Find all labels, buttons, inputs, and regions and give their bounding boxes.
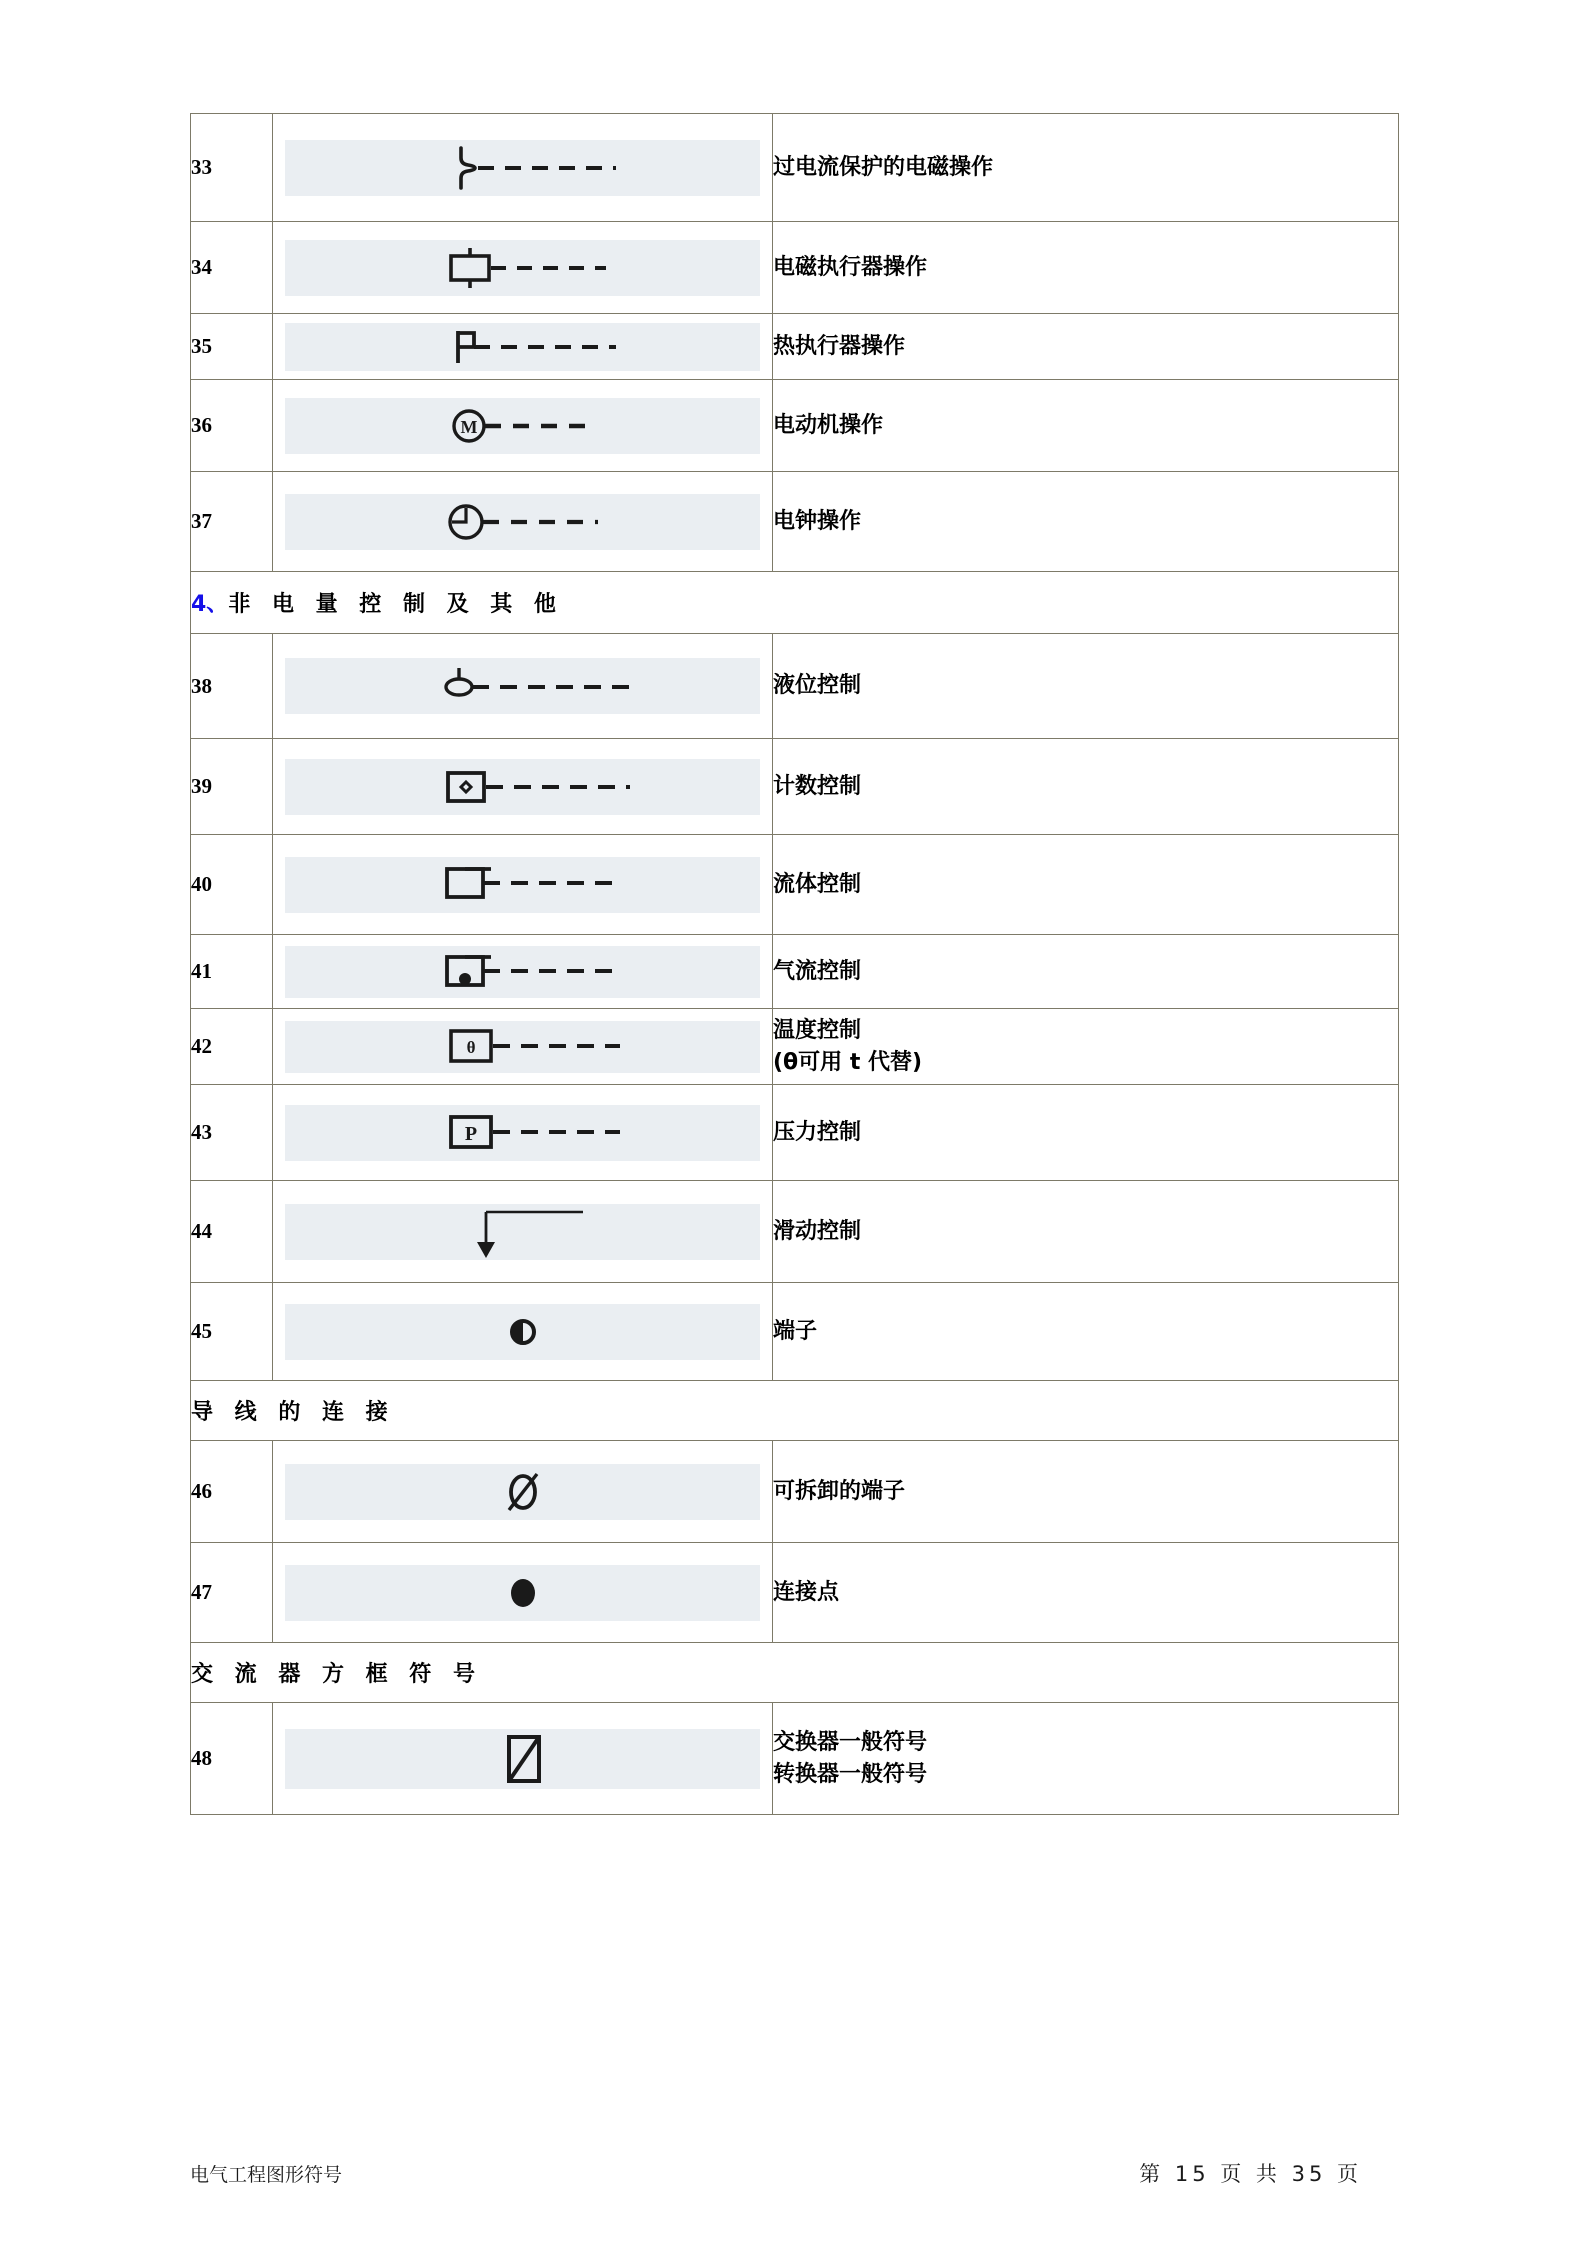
symbol-description (773, 1181, 1399, 1283)
row-number: 44 (191, 1181, 273, 1283)
symbol-band (285, 140, 760, 196)
symbol-band (285, 323, 760, 371)
symbol-cell (273, 634, 773, 739)
row-number: 47 (191, 1543, 273, 1643)
table-row (191, 1009, 1399, 1085)
svg-text:θ: θ (466, 1037, 475, 1057)
table-row (191, 1703, 1399, 1815)
symbol-band (285, 1105, 760, 1161)
connection-point-icon (373, 1565, 673, 1621)
temperature-control-icon (358, 1021, 688, 1073)
table-row (191, 739, 1399, 835)
symbol-cell (273, 1009, 773, 1085)
row-number: 33 (191, 114, 273, 222)
row-number: 41 (191, 935, 273, 1009)
symbol-description (773, 1703, 1399, 1815)
table-row (191, 380, 1399, 472)
symbol-description (773, 314, 1399, 380)
row-number: 38 (191, 634, 273, 739)
symbol-band (285, 398, 760, 454)
section-header-converter-block-symbol (191, 1643, 1399, 1703)
section-title: 导 线 的 连 接 (191, 1400, 395, 1425)
counting-control-icon (358, 759, 688, 815)
symbol-description (773, 739, 1399, 835)
symbol-description (773, 835, 1399, 935)
row-number: 37 (191, 472, 273, 572)
symbol-band (285, 946, 760, 998)
table-row (191, 114, 1399, 222)
symbol-cell (273, 1543, 773, 1643)
row-number: 48 (191, 1703, 273, 1815)
table-row (191, 1441, 1399, 1543)
desc-line-1: 温度控制 (773, 1017, 862, 1043)
table-row (191, 222, 1399, 314)
svg-text:M: M (460, 416, 477, 437)
electromagnetic-actuator-operation-icon (358, 240, 688, 296)
footer-page-number: 第 15 页 共 35 页 (1139, 2162, 1362, 2186)
overcurrent-protection-electromagnetic-operation-icon (358, 140, 688, 196)
row-number: 35 (191, 314, 273, 380)
slide-control-icon (358, 1204, 688, 1260)
electric-clock-operation-icon (358, 494, 688, 550)
desc-line-1: 电钟操作 (773, 508, 862, 534)
symbol-band (285, 1729, 760, 1789)
table-row (191, 314, 1399, 380)
row-number: 34 (191, 222, 273, 314)
desc-line-1: 端子 (773, 1318, 818, 1344)
symbol-description (773, 1543, 1399, 1643)
table-row (191, 634, 1399, 739)
symbol-cell (273, 1441, 773, 1543)
desc-line-1: 气流控制 (773, 958, 862, 984)
pressure-control-icon (358, 1105, 688, 1161)
symbol-band (285, 1021, 760, 1073)
desc-line-1: 电动机操作 (773, 412, 884, 438)
footer-document-title: 电气工程图形符号 (190, 2164, 343, 2186)
symbol-cell (273, 472, 773, 572)
symbol-table-body (191, 114, 1399, 1815)
row-number: 42 (191, 1009, 273, 1085)
desc-line-1: 连接点 (773, 1579, 840, 1605)
symbol-cell (273, 1283, 773, 1381)
desc-line-1: 压力控制 (773, 1119, 862, 1145)
section-header-row (191, 1381, 1399, 1441)
symbol-description (773, 1441, 1399, 1543)
liquid-level-control-icon (358, 658, 688, 714)
symbol-cell (273, 114, 773, 222)
svg-text:P: P (464, 1122, 477, 1145)
electrical-symbol-table (190, 113, 1399, 1815)
table-row (191, 935, 1399, 1009)
symbol-band (285, 759, 760, 815)
table-row (191, 1283, 1399, 1381)
section-header-row (191, 1643, 1399, 1703)
symbol-cell (273, 222, 773, 314)
symbol-description (773, 1009, 1399, 1085)
table-row (191, 835, 1399, 935)
symbol-description (773, 935, 1399, 1009)
symbol-description (773, 1085, 1399, 1181)
fluid-control-icon (358, 857, 688, 913)
desc-line-1: 热执行器操作 (773, 333, 906, 359)
symbol-cell (273, 1085, 773, 1181)
airflow-control-icon (358, 946, 688, 998)
row-number: 43 (191, 1085, 273, 1181)
table-row (191, 1543, 1399, 1643)
desc-line-2: (θ可用 t 代替) (773, 1049, 923, 1075)
desc-line-1: 可拆卸的端子 (773, 1478, 906, 1504)
section-header-row (191, 572, 1399, 634)
symbol-cell (273, 739, 773, 835)
desc-line-1: 流体控制 (773, 871, 862, 897)
section-header-non-electrical-control (191, 572, 1399, 634)
symbol-band (285, 240, 760, 296)
symbol-band (285, 857, 760, 913)
symbol-description (773, 1283, 1399, 1381)
thermal-actuator-operation-icon (358, 323, 688, 371)
row-number: 45 (191, 1283, 273, 1381)
symbol-cell (273, 1703, 773, 1815)
desc-line-1: 液位控制 (773, 673, 862, 699)
converter-general-symbol-icon (373, 1729, 673, 1789)
symbol-band (285, 1565, 760, 1621)
symbol-band (285, 494, 760, 550)
desc-line-1: 计数控制 (773, 773, 862, 799)
desc-line-1: 滑动控制 (773, 1218, 862, 1244)
symbol-cell (273, 1181, 773, 1283)
table-row (191, 472, 1399, 572)
row-number: 46 (191, 1441, 273, 1543)
symbol-description (773, 380, 1399, 472)
symbol-band (285, 1204, 760, 1260)
desc-line-2: 转换器一般符号 (773, 1761, 928, 1787)
symbol-band (285, 658, 760, 714)
symbol-cell (273, 314, 773, 380)
table-row (191, 1085, 1399, 1181)
section-title: 非 电 量 控 制 及 其 他 (228, 592, 563, 617)
desc-line-1: 过电流保护的电磁操作 (773, 154, 994, 180)
row-number: 39 (191, 739, 273, 835)
symbol-cell (273, 835, 773, 935)
desc-line-1: 电磁执行器操作 (773, 254, 928, 280)
symbol-band (285, 1464, 760, 1520)
symbol-cell (273, 380, 773, 472)
row-number: 36 (191, 380, 273, 472)
motor-operation-icon (358, 398, 688, 454)
symbol-description (773, 472, 1399, 572)
section-header-wire-connection (191, 1381, 1399, 1441)
section-index: 4、 (191, 592, 229, 617)
symbol-band (285, 1304, 760, 1360)
row-number: 40 (191, 835, 273, 935)
page-footer (190, 2158, 1398, 2188)
symbol-description (773, 222, 1399, 314)
symbol-description (773, 114, 1399, 222)
symbol-description (773, 634, 1399, 739)
table-row (191, 1181, 1399, 1283)
symbol-cell (273, 935, 773, 1009)
desc-line-1: 交换器一般符号 (773, 1729, 928, 1755)
detachable-terminal-icon (373, 1464, 673, 1520)
terminal-icon (358, 1304, 688, 1360)
section-title: 交 流 器 方 框 符 号 (191, 1662, 482, 1687)
